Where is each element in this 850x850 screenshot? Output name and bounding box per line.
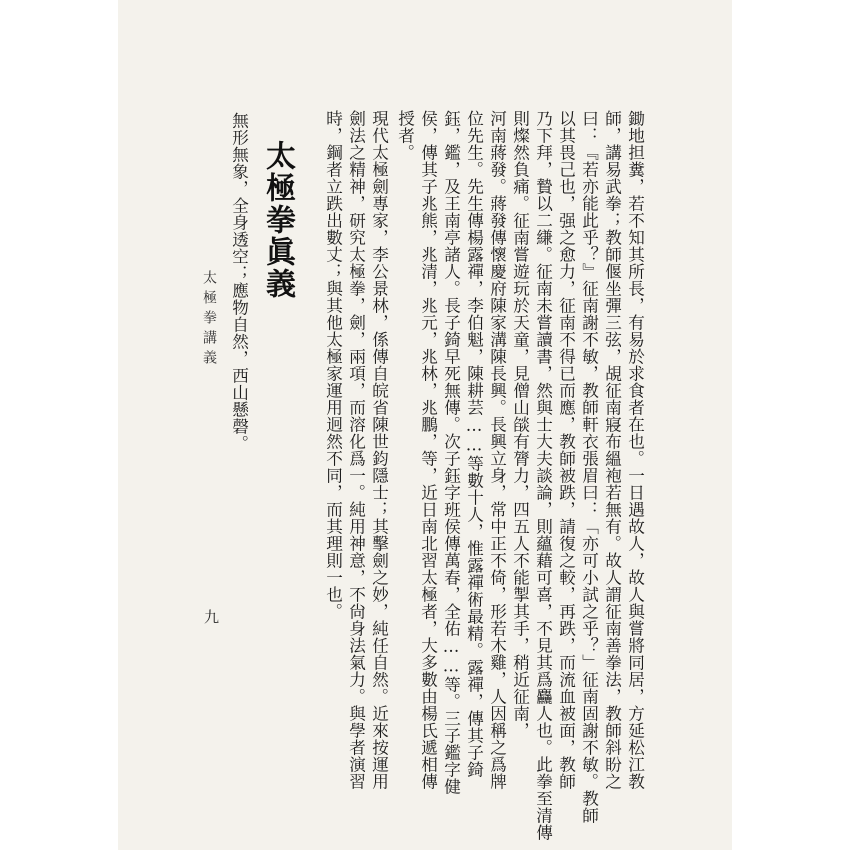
page-number: 九: [204, 608, 220, 626]
text-column: 鋤地担糞，若不知其所長，有易於求食者在也。一日遇故人，故人與嘗將同居，方延松江教: [625, 110, 645, 790]
text-column: 授者。: [395, 110, 415, 161]
text-column: 時，鋼者立跌出數丈；與其他太極家運用迥然不同，而其理則一也。: [323, 110, 343, 620]
text-column: 以其畏己也，强之愈力，征南不得已而應，教師被跌，請復之較，再跌，而流血被面，教師: [556, 110, 576, 790]
text-column: 乃下拜，贄以二縑。征南未嘗讀書，然與士大夫談論，則蘊藉可喜，不見其爲麤人也。此拳至清傳: [533, 110, 553, 841]
text-column: 河南蔣發。蔣發傳懷慶府陳家溝陳長興。長興立身，常中正不倚，形若木雞，人因稱之爲牌: [487, 110, 507, 790]
text-column: 則燦然負痛。征南嘗遊玩於天童，見僧山燄有膂力，四五人不能掣其手，稍近征南，: [510, 110, 530, 739]
text-column: 曰：『若亦能此乎？』征南謝不敏，教師軒衣張眉曰：「亦可小試之乎？」征南固謝不敏。教師: [579, 110, 599, 824]
verse-line: 無形無象，全身透空；應物自然，西山懸磬。: [229, 112, 249, 452]
text-column: 侯，傳其子兆熊，兆清，兆元，兆林，兆鵬，等，近日南北習太極者，大多數由楊氏遞相傳: [418, 110, 438, 790]
section-heading: 太極拳眞義: [260, 140, 295, 300]
running-title: 太極拳講義: [201, 270, 217, 370]
text-column: 鈺，鑑，及王南亭諸人。長子錡早死無傳。次子鈺字班侯傳萬春，全佑……等。三子鑑字健: [441, 110, 461, 795]
text-column: 師，講易武拳；教師偃坐彈三弦，覘征南寢布縕袍若無有。故人謂征南善拳法，教師斜盼之: [602, 110, 622, 790]
book-page: [118, 0, 732, 850]
text-column: 劍法之精神，研究太極拳，劍，兩項，而溶化爲一。純用神意，不尙身法氣力。與學者演習: [346, 110, 366, 790]
text-column: 位先生。先生傳楊露禪，李伯魁，陳耕芸……等數十人，惟露禪術最精。露禪，傳其子錡: [464, 110, 484, 778]
text-column: 現代太極劍專家，李公景林，係傳自皖省陳世鈞隱士；其擊劍之妙，純任自然。近來按運用: [369, 110, 389, 790]
